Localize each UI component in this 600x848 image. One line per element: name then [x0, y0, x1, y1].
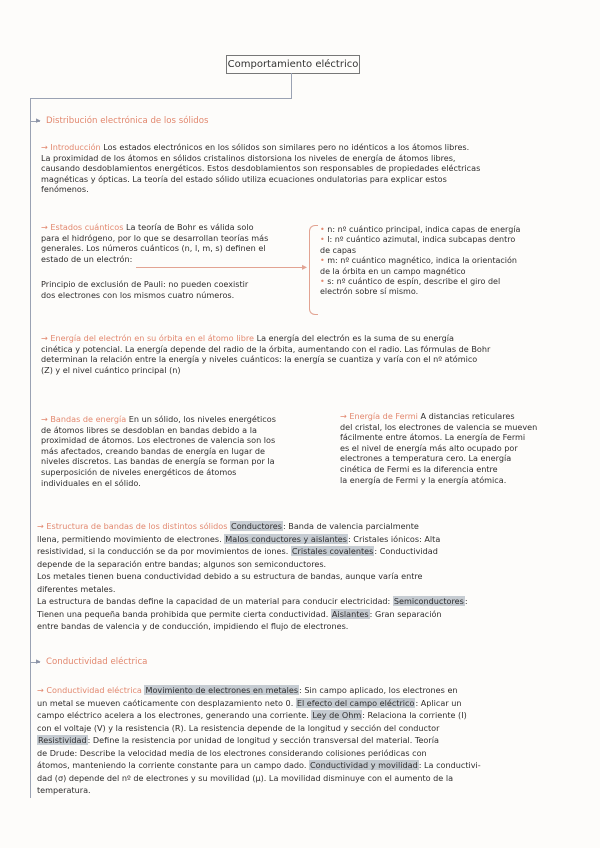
list-item: n: nº cuántico principal, indica capas de energía: [327, 225, 521, 234]
tree-line: [30, 98, 31, 798]
list-item: s: nº cuántico de espín, describe el giro del: [327, 277, 501, 287]
text-line: resistividad, si la conducción se da por movimientos de iones.: [37, 546, 289, 556]
arrow-icon: →: [41, 414, 51, 424]
highlight-covalentes: Cristales covalentes: [291, 546, 374, 556]
text-line: niveles discretos. Las bandas de energía se forman por la: [41, 456, 275, 467]
pauli-paragraph: [41, 279, 311, 300]
text-line: (Z) y el nivel cuántico principal (n): [41, 364, 181, 375]
arrow-icon: ▸: [36, 116, 41, 126]
text-line: Principio de exclusión de Pauli: no pueden coexistir: [41, 279, 249, 289]
highlight-campo-electrico: El efecto del campo eléctrico: [296, 697, 415, 708]
orbita-label: Energía del electrón en su órbita en el átomo libre: [50, 333, 254, 343]
page-title: Comportamiento eléctrico: [226, 55, 360, 74]
text-line: fácilmente entre átomos. La energía de Fermi: [340, 432, 526, 443]
highlight-conductividad-movilidad: Conductividad y movilidad: [310, 760, 418, 770]
arrow-icon: ▸: [302, 262, 308, 273]
text-line: La estructura de bandas define la capacidad de un material para conducir electricidad:: [37, 596, 391, 606]
text-line: Los estados electrónicos en los sólidos son similares pero no idénticos a los átomos libres.: [103, 142, 470, 152]
text-line: para el hidrógeno, por lo que se desarrollan teorías más: [41, 232, 269, 243]
text-line: campo eléctrico acelera a los electrones, generando una corriente.: [37, 710, 309, 720]
text-line: depende de la separación entre bandas; algunos son semiconductores.: [37, 558, 327, 569]
connector-line: [30, 98, 292, 99]
fermi-paragraph: [340, 411, 590, 485]
text-line: : Gran separación: [369, 608, 442, 619]
bullet-icon: •: [320, 256, 328, 266]
text-line: temperatura.: [37, 785, 91, 795]
arrow-icon: ▸: [36, 657, 41, 667]
quantum-numbers-list: [320, 225, 590, 298]
arrow-icon: →: [37, 685, 47, 695]
text-line: causando desdoblamientos energéticos. Estos desdoblamientos son responsables de propiedades eléctricas: [41, 163, 481, 174]
text-line: En un sólido, los niveles energéticos: [128, 414, 276, 424]
text-line: Los metales tienen buena conductividad debido a su estructura de bandas, aunque varía entre: [37, 571, 423, 581]
section-heading: Distribución electrónica de los sólidos: [46, 116, 209, 126]
text-line: cinética y potencial. La energía depende del radio de la órbita, aumentando con el radio. Las fórmulas de Bohr: [41, 343, 491, 354]
list-item: electrón sobre sí mismo.: [320, 287, 419, 297]
text-line: de Drude: Describe la velocidad media de los electrones considerando colisiones periódicas con: [37, 747, 427, 758]
text-line: : Cristales iónicos: Alta: [348, 533, 441, 544]
text-line: generales. Los números cuánticos (n, l, m, s) definen el: [41, 243, 266, 254]
text-line: :: [464, 596, 468, 606]
text-line: La teoría de Bohr es válida solo: [126, 222, 254, 232]
intro-label: Introducción: [50, 142, 101, 152]
text-line: átomos, manteniendo la corriente constante para un campo dado.: [37, 760, 307, 770]
brace: [309, 225, 318, 315]
text-line: un metal se mueven caóticamente con desplazamiento neto 0.: [37, 697, 294, 708]
text-line: entre bandas de valencia y de conducción, impidiendo el flujo de electrones.: [37, 621, 349, 631]
text-line: estado de un electrón:: [41, 253, 133, 264]
list-item: m: nº cuántico magnético, indica la orientación: [327, 256, 517, 266]
text-line: Tienen una pequeña banda prohibida que permite cierta conductividad.: [37, 608, 329, 619]
arrow-icon: →: [37, 521, 47, 531]
highlight-malos-conductores: Malos conductores y aislantes: [225, 533, 347, 544]
arrow-line: [136, 267, 306, 268]
text-line: superposición de niveles energéticos de átomos: [41, 466, 237, 477]
list-item: l: nº cuántico azimutal, indica subcapas dentro: [327, 235, 516, 245]
text-line: es el nivel de energía más alto ocupado por: [340, 442, 518, 453]
estructura-label: Estructura de bandas de los distintos sólidos: [46, 521, 228, 531]
connector-line: [291, 73, 292, 99]
text-line: más afectados, creando bandas de energía en lugar de: [41, 445, 265, 456]
text-line: individuales en el sólido.: [41, 477, 141, 488]
arrow-icon: →: [340, 411, 350, 421]
highlight-movimiento: Movimiento de electrones en metales: [145, 685, 299, 695]
text-line: cinética de Fermi es la diferencia entre: [340, 463, 498, 474]
text-line: La energía del electrón es la suma de su energía: [256, 333, 454, 343]
conductividad-label: Conductividad eléctrica: [46, 685, 142, 695]
highlight-resistividad: Resistividad: [38, 735, 87, 745]
bullet-icon: •: [320, 277, 328, 287]
text-line: llena, permitiendo movimiento de electrones.: [37, 533, 222, 544]
bandas-paragraph: [41, 414, 326, 488]
text-line: diferentes metales.: [37, 583, 116, 594]
bullet-icon: •: [320, 235, 328, 245]
highlight-aislantes: Aislantes: [331, 608, 369, 619]
text-line: A distancias reticulares: [420, 411, 515, 421]
text-line: : Sin campo aplicado, los electrones en: [299, 685, 458, 695]
conductividad-paragraph: [37, 684, 590, 797]
text-line: del cristal, los electrones de valencia se mueven: [340, 421, 538, 432]
text-line: : Relaciona la corriente (I): [362, 710, 467, 720]
intro-paragraph: [41, 142, 581, 195]
list-item: de la órbita en un campo magnético: [320, 266, 466, 276]
orbita-paragraph: [41, 333, 586, 375]
text-line: de átomos libres se desdoblan en bandas debido a la: [41, 424, 257, 435]
bullet-icon: •: [320, 225, 328, 234]
text-line: electrones a temperatura cero. La energía: [340, 453, 512, 464]
fermi-label: Energía de Fermi: [349, 411, 418, 421]
text-line: La proximidad de los átomos en sólidos cristalinos distorsiona los niveles de energía de átomos libres,: [41, 152, 456, 163]
arrow-icon: →: [41, 333, 51, 343]
highlight-ley-ohm: Ley de Ohm: [312, 710, 362, 720]
cuanticos-paragraph: [41, 222, 311, 264]
text-line: : La conductivi-: [418, 760, 481, 770]
text-line: : Banda de valencia parcialmente: [282, 521, 419, 531]
arrow-icon: →: [41, 142, 51, 152]
text-line: magnéticas y ópticas. La teoría del estado sólido utiliza ecuaciones ondulatorias para explicar estos: [41, 173, 447, 184]
list-item: de capas: [320, 245, 356, 255]
section-heading: Conductividad eléctrica: [46, 657, 148, 667]
text-line: : Conductividad: [374, 546, 438, 556]
text-line: con el voltaje (V) y la resistencia (R). La resistencia depende de la longitud y sección del conductor: [37, 722, 440, 733]
text-line: determinan la relación entre la energía y niveles cuánticos: la energía se cuantiza y varía con el nº atómico: [41, 354, 478, 365]
text-line: dos electrones con los mismos cuatro números.: [41, 289, 235, 300]
highlight-conductores: Conductores: [231, 521, 282, 531]
estructura-paragraph: [37, 520, 590, 633]
highlight-semiconductores: Semiconductores: [393, 596, 464, 606]
text-line: proximidad de átomos. Los electrones de valencia son los: [41, 435, 276, 446]
arrow-icon: →: [41, 222, 51, 232]
text-line: : Aplicar un: [415, 697, 462, 708]
text-line: : Define la resistencia por unidad de longitud y sección transversal del material. Teoría: [87, 735, 439, 745]
text-line: dad (σ) depende del nº de electrones y su movilidad (μ). La movilidad disminuye con el aumento de la: [37, 772, 454, 783]
text-line: la energía de Fermi y la energía atómica.: [340, 474, 507, 485]
cuanticos-label: Estados cuánticos: [50, 222, 124, 232]
text-line: fenómenos.: [41, 184, 89, 195]
bandas-label: Bandas de energía: [50, 414, 127, 424]
